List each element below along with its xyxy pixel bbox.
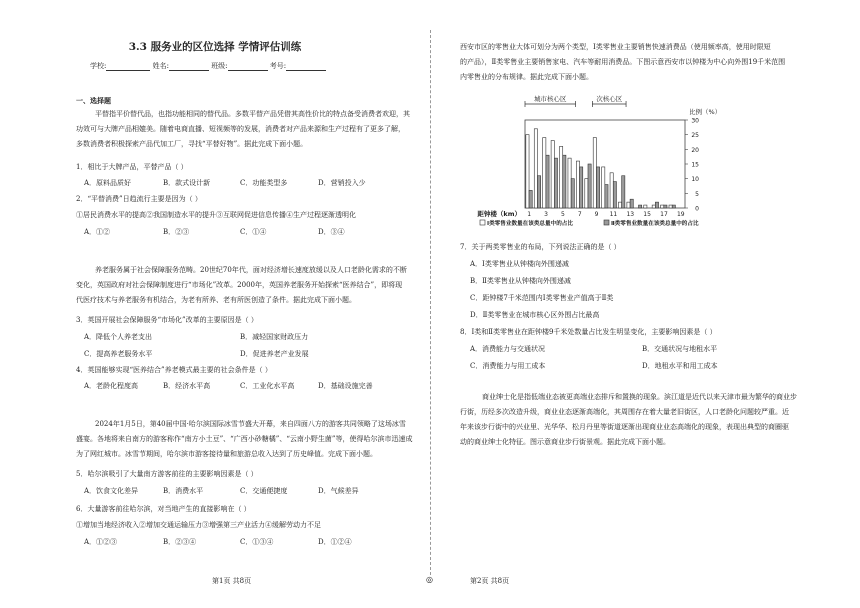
page-title: 3.3 服务业的区位选择 学情评估训练: [128, 41, 302, 53]
passage1-line: 功效可与大牌产品相媲美。随着电商直播、短视频等的发展，消费者对产品来源和生产过程有了更多了解，: [76, 125, 405, 133]
y-tick-label: 0: [695, 205, 699, 213]
y-tick-label: 20: [691, 146, 699, 154]
q3-option-a[interactable]: A．降低个人养老支出: [84, 333, 153, 341]
question-6: 6．大量游客前往哈尔滨，对当地产生的直接影响在（ ）: [76, 505, 251, 513]
bar-type1: [652, 205, 655, 208]
student-info-line: 学校: 姓名: 班级: 考号:: [90, 62, 326, 71]
bar-type2: [588, 164, 591, 208]
x-tick-label: 15: [643, 211, 651, 218]
q3-option-c[interactable]: C．提高养老服务水平: [84, 350, 153, 358]
bar-type1: [576, 161, 579, 208]
y-tick-label: 5: [695, 190, 699, 198]
region-markers: [525, 94, 626, 107]
name-blank[interactable]: [169, 63, 209, 71]
question-1: 1．相比于大牌产品，平替产品（ ）: [76, 163, 188, 171]
bar-type1: [585, 179, 588, 208]
q7-option-d[interactable]: D．Ⅱ类零售业在城市核心区外围占比最高: [470, 311, 600, 319]
question-7: 7．关于两类零售业的布局，下列说法正确的是（ ）: [460, 243, 621, 251]
q3-option-b[interactable]: B．减轻国家财政压力: [240, 333, 309, 341]
passage2-line: 代医疗技术与养老服务有机结合，为老有所养、老有所医创造了条件。据此完成下面小题。: [76, 296, 356, 304]
question-3: 3．英国开展社会保障服务“市场化”改革的主要原因是（ ）: [76, 316, 258, 324]
x-tick-label: 17: [660, 211, 668, 218]
number-blank[interactable]: [286, 63, 326, 71]
legend-swatch: [480, 220, 485, 225]
bar-type2: [630, 199, 633, 208]
bar-type2: [571, 179, 574, 208]
passage5-line: 行街，历经多次改造升级，商业业态逐渐高端化，其周围存在着大量老旧街区，人口老龄化问题较严重。近: [460, 408, 789, 416]
passage3-line: 盛宴。各地将来自南方的游客称作“南方小土豆”、“广西小砂糖橘”、“云南小野生菌”等，使得哈尔滨市迅速成: [76, 435, 413, 443]
bar-type1: [669, 205, 672, 208]
bar-type1: [602, 167, 605, 208]
q4-option-b[interactable]: B．经济水平高: [163, 382, 211, 390]
x-tick-label: 9: [594, 211, 599, 218]
bar-type1: [661, 205, 664, 208]
bar-type1: [627, 202, 630, 208]
x-tick-label: 5: [560, 211, 565, 218]
passage2-line: 养老服务属于社会保障服务范畴。20世纪70年代，面对经济增长速度放缓以及人口老龄化需求的不断: [95, 266, 407, 274]
q8-option-b[interactable]: B．交通状况与地租水平: [642, 345, 718, 353]
chart-bars: [526, 129, 676, 208]
bar-type2: [664, 205, 667, 208]
bar-type2: [580, 167, 583, 208]
bar-type2: [529, 190, 532, 208]
q6-option-c[interactable]: C．①③④: [240, 538, 274, 546]
x-tick-label: 3: [544, 211, 548, 218]
class-blank[interactable]: [228, 63, 268, 71]
q5-option-b[interactable]: B．消费水平: [163, 487, 204, 495]
subcore-region-label: 次核心区: [596, 95, 623, 103]
bar-type1: [560, 146, 563, 208]
x-tick-label: 1: [527, 211, 532, 218]
x-tick-label: 7: [577, 211, 582, 218]
passage3-line: 为了网红城市。冰雪节期间，哈尔滨市游客接待量和旅游总收入达到了历史峰值。完成下面小题。: [76, 450, 377, 458]
x-tick-label: 11: [609, 211, 618, 218]
q4-option-d[interactable]: D．基础设施完善: [318, 382, 373, 390]
bar-type1: [534, 129, 537, 208]
y-axis-label: 比例（%）: [689, 108, 722, 116]
bar-type2: [613, 182, 616, 208]
bar-type2: [596, 167, 599, 208]
question-5: 5．哈尔滨吸引了大量南方游客前往的主要影响因素是（ ）: [76, 470, 258, 478]
q1-option-d[interactable]: D．营销投入少: [318, 179, 366, 187]
q8-option-d[interactable]: D．地租水平和用工成本: [642, 362, 718, 370]
bar-type1: [543, 138, 546, 208]
y-tick-label: 15: [691, 161, 699, 169]
q2-option-d[interactable]: D．③④: [318, 228, 345, 236]
q2-statements: ①居民消费水平的提高②我国制造水平的提升③互联网促进信息传播④生产过程逐渐透明化: [76, 211, 356, 219]
question-8: 8．Ⅰ类和Ⅱ类零售业在距钟楼9千米处数量占比发生明显变化，主要影响因素是（ ）: [460, 328, 717, 336]
passage2-line: 变化，英国政府对社会保障制度进行“市场化”改革。2000年，英国养老服务开始探索“医养结合”，即将现: [76, 281, 403, 289]
y-tick-label: 25: [691, 132, 699, 140]
question-4: 4．英国能够实现“医养结合”养老模式最主要的社会条件是（ ）: [76, 366, 272, 374]
q8-option-c[interactable]: C．消费能力与用工成本: [470, 362, 546, 370]
bar-type1: [551, 141, 554, 208]
q4-option-a[interactable]: A．老龄化程度高: [84, 382, 139, 390]
right-page: [430, 0, 860, 608]
q1-option-a[interactable]: A．原料品质好: [84, 179, 132, 187]
bar-type1: [568, 158, 571, 208]
x-tick-label: 13: [626, 211, 635, 218]
footer-mark: ◎: [426, 575, 433, 584]
page-footer-right: 第2页 共8页: [470, 577, 510, 585]
passage1-line: 多数消费者积极探索产品代加工厂，寻找“平替好物”。据此完成下面小题。: [76, 140, 308, 148]
passage3-line: 2024年1月5日，第40届中国·哈尔滨国际冰雪节盛大开幕，来自四面八方的游客共同领略了这场冰雪: [95, 420, 406, 428]
passage5-line: 年来该步行街中的兴业里、光华华、松月丹里等街道逐渐出现商业业态高端化的现象，表现出典型的商圈驱: [460, 423, 789, 431]
q7-option-a[interactable]: A．Ⅰ类零售业从钟楼向外围递减: [470, 260, 569, 268]
bar-type2: [622, 176, 625, 208]
legend-label: Ⅰ类零售业数量在该类总量中的占比: [487, 221, 573, 227]
q1-option-c[interactable]: C．功能类型多: [240, 179, 288, 187]
bar-type2: [605, 185, 608, 208]
question-2: 2．“平替消费”日趋流行主要是因为（ ）: [76, 195, 202, 203]
q6-option-b[interactable]: B．②③④: [163, 538, 197, 546]
x-tick-label: 19: [676, 211, 685, 218]
q3-option-d[interactable]: D．促进养老产业发展: [240, 350, 309, 358]
legend-label: Ⅱ类零售业数量在该类总量中的占比: [611, 221, 699, 227]
q7-option-b[interactable]: B．Ⅱ类零售业从钟楼向外围递减: [470, 277, 571, 285]
q5-option-c[interactable]: C．交通便捷度: [240, 487, 288, 495]
bar-type1: [593, 138, 596, 208]
passage4-line: 内零售业的分布规律。据此完成下面小题。: [460, 73, 593, 81]
bar-type1: [644, 205, 647, 208]
q6-option-a[interactable]: A．①②③: [84, 538, 118, 546]
retail-distribution-chart: [477, 90, 722, 235]
bar-type1: [618, 202, 621, 208]
core-region-label: 城市核心区: [534, 95, 567, 103]
q6-option-d[interactable]: D．①②④: [318, 538, 352, 546]
bar-type2: [554, 158, 557, 208]
y-tick-label: 10: [691, 176, 699, 184]
q1-option-b[interactable]: B．款式设计新: [163, 179, 211, 187]
page-footer-left: 第1页 共8页: [212, 577, 252, 585]
q5-option-a[interactable]: A．饮食文化差异: [84, 487, 139, 495]
section-heading: 一、选择题: [76, 96, 111, 105]
q2-option-a[interactable]: A．①②: [84, 228, 111, 236]
passage5-line: 商业绅士化是指低端业态被更高端业态排斥和置换的现象。滨江道是近代以来天津市最为繁华的商业步: [482, 393, 797, 401]
bar-type2: [537, 176, 540, 208]
bar-type2: [639, 205, 642, 208]
x-axis-label: 距钟楼（km）: [477, 210, 521, 218]
bar-type2: [672, 205, 675, 208]
q2-option-b[interactable]: B．②③: [163, 228, 190, 236]
bar-type1: [526, 135, 529, 208]
passage5-line: 动的商业绅士化特征。图示意商业步行街景观。据此完成下面小题。: [460, 438, 670, 446]
q5-option-d[interactable]: D．气候差异: [318, 487, 359, 495]
chart-legend: [480, 219, 699, 227]
q2-option-c[interactable]: C．①④: [240, 228, 267, 236]
bar-type2: [546, 155, 549, 208]
q4-option-c[interactable]: C．工业化水平高: [240, 382, 295, 390]
q7-option-c[interactable]: C．距钟楼7千米范围内Ⅰ类零售业产值高于Ⅱ类: [470, 294, 614, 302]
bar-type2: [655, 202, 658, 208]
q6-statements: ①增加当地经济收入②增加交通运输压力③增强第三产业活力④缓解劳动力不足: [76, 521, 321, 529]
passage4-line: 的产品），Ⅱ类零售业主要销售家电、汽车等耐用消费品。下图示意西安市以钟楼为中心向外围19千米范围: [460, 58, 786, 66]
y-tick-label: 30: [691, 117, 699, 125]
legend-swatch: [604, 220, 609, 225]
q8-option-a[interactable]: A．消费能力与交通状况: [470, 345, 546, 353]
school-blank[interactable]: [106, 63, 150, 71]
passage4-line: 西安市区的零售业大体可划分为两个类型，Ⅰ类零售业主要销售快速消费品（使用频率高，使用时限短: [460, 43, 771, 51]
bar-type1: [610, 173, 613, 208]
passage1-line: 平替指平价替代品，也指功能相同的替代品。多数平替产品凭借其高性价比的特点备受消费者欢迎，其: [95, 110, 410, 118]
bar-type2: [563, 155, 566, 208]
